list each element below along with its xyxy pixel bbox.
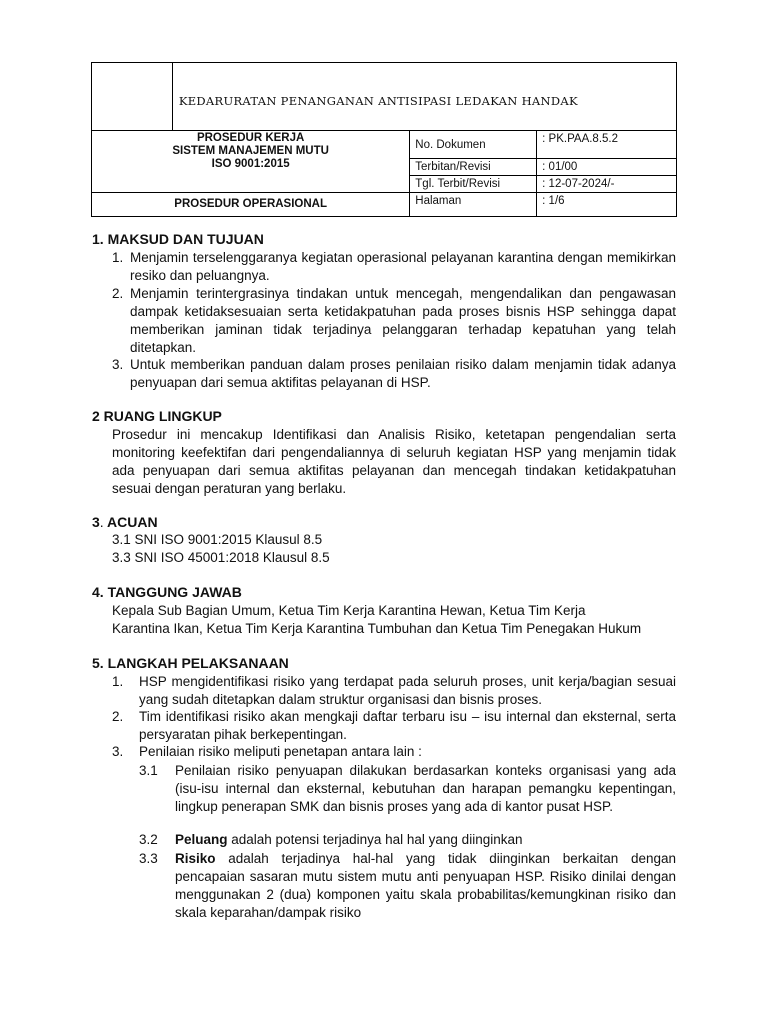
meta-value: : 12-07-2024/-	[537, 176, 677, 193]
list-number: 2.	[112, 709, 124, 724]
meta-value: : 01/00	[537, 159, 677, 176]
reference-item: 3.1 SNI ISO 9001:2015 Klausul 8.5	[112, 532, 323, 547]
procedure-type: PROSEDUR OPERASIONAL	[92, 193, 410, 217]
meta-label: Halaman	[410, 193, 537, 217]
sub-list-item: Penilaian risiko penyuapan dilakukan berdasarkan konteks organisasi yang ada (isu-isu internal dan eksternal, kebutuhan dan harapan pemangku kepentingan, lingkup penerapan SMK dan bisnis proses yang ada di kantor pusat HSP.	[175, 763, 676, 814]
list-number: 3.	[112, 744, 124, 759]
list-item: Penilaian risiko meliputi penetapan antara lain :	[139, 744, 422, 759]
procedure-label: PROSEDUR KERJA SISTEM MANAJEMEN MUTU ISO 9001:2015	[92, 131, 410, 193]
meta-value: : PK.PAA.8.5.2	[537, 131, 677, 159]
reference-item: 3.3 SNI ISO 45001:2018 Klausul 8.5	[112, 550, 330, 565]
sub-list-number: 3.2	[139, 832, 158, 847]
section-heading: 4. TANGGUNG JAWAB	[92, 584, 242, 600]
section-paragraph: Prosedur ini mencakup Identifikasi dan Analisis Risiko, ketetapan pengendalian serta monitoring keefektifan dari pengendaliannya di seluruh kegiatan HSP yang menjamin tidak ada penyuapan dari semua aktifitas pelayanan dan mencegah tindakan ketidakpatuhan sesuai dengan peraturan yang berlaku.	[112, 427, 676, 496]
document-header	[91, 62, 677, 217]
logo-area	[92, 63, 173, 131]
section-heading: 1. MAKSUD DAN TUJUAN	[92, 231, 264, 247]
meta-label: Tgl. Terbit/Revisi	[410, 176, 537, 193]
section-heading: 2 RUANG LINGKUP	[92, 408, 222, 424]
sub-list-item: Risiko adalah terjadinya hal-hal yang tidak diinginkan berkaitan dengan pencapaian sasaran mutu sistem mutu anti penyuapan HSP. Risiko dinilai dengan menggunakan 2 (dua) komponen yaitu skala probabilitas/kemungkinan risiko dan skala keparahan/dampak risiko	[175, 851, 676, 920]
sub-list-item: Peluang adalah potensi terjadinya hal hal yang diinginkan	[175, 832, 523, 847]
sub-list-number: 3.1	[139, 763, 158, 778]
list-number: 2.	[112, 286, 124, 301]
sub-list-number: 3.3	[139, 851, 158, 866]
list-number: 1.	[112, 674, 124, 689]
meta-value: : 1/6	[537, 193, 677, 217]
meta-label: Terbitan/Revisi	[410, 159, 537, 176]
list-item: Tim identifikasi risiko akan mengkaji daftar terbaru isu – isu internal dan eksternal, serta persyaratan pihak berkepentingan.	[139, 709, 676, 742]
meta-label: No. Dokumen	[410, 131, 537, 159]
list-item: Untuk memberikan panduan dalam proses penilaian risiko dalam menjamin tidak adanya penyuapan dari semua aktifitas pelayanan di HSP.	[130, 357, 676, 390]
responsibility-line: Karantina Ikan, Ketua Tim Kerja Karantina Tumbuhan dan Ketua Tim Penegakan Hukum	[112, 621, 642, 636]
document-title: KEDARURATAN PENANGANAN ANTISIPASI LEDAKAN HANDAK	[172, 63, 676, 131]
list-item: HSP mengidentifikasi risiko yang terdapat pada seluruh proses, unit kerja/bagian sesuai yang sudah ditetapkan dalam struktur organisasi dan bisnis proses.	[139, 674, 676, 707]
list-number: 1.	[112, 250, 124, 265]
list-item: Menjamin terintergrasinya tindakan untuk mencegah, mengendalikan dan pengawasan dampak ketidaksesuaian serta ketidakpatuhan pada proses bisnis HSP sehingga dapat memberikan jaminan tidak terjadinya pelanggaran terhadap kepatuhan yang telah ditetapkan.	[130, 286, 676, 355]
list-item: Menjamin terselenggaranya kegiatan operasional pelayanan karantina dengan memikirkan resiko dan peluangnya.	[130, 250, 676, 283]
section-heading: 5. LANGKAH PELAKSANAAN	[92, 655, 289, 671]
list-number: 3.	[112, 357, 124, 372]
responsibility-line: Kepala Sub Bagian Umum, Ketua Tim Kerja Karantina Hewan, Ketua Tim Kerja	[112, 603, 586, 618]
section-heading: 3. ACUAN	[92, 514, 158, 530]
